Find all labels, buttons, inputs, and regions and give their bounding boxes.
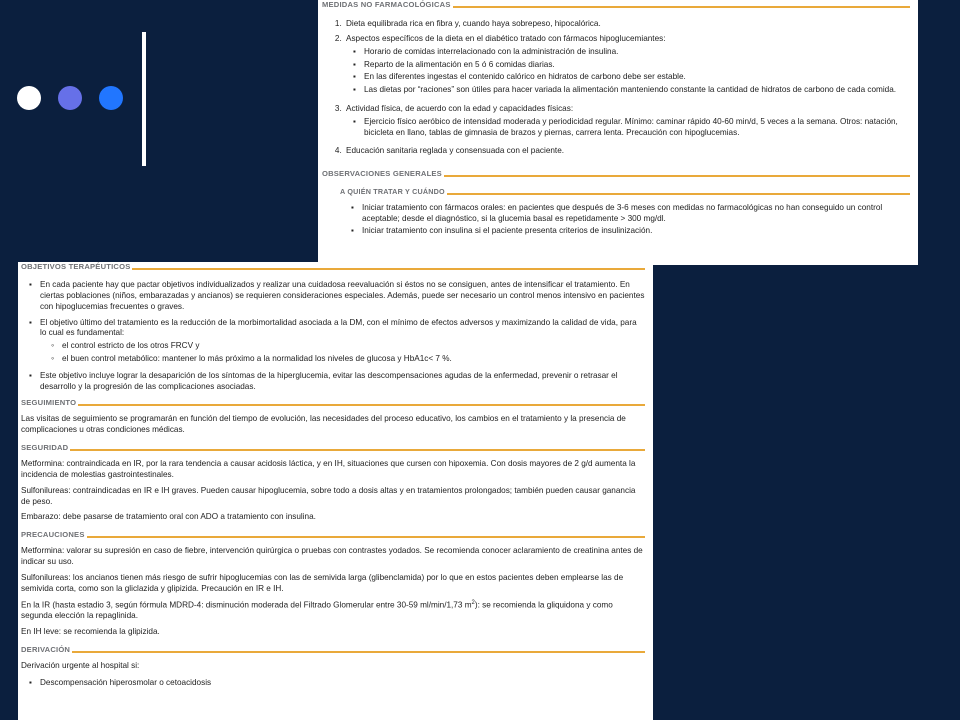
- sub-list-item: ▪ Ejercicio físico aeróbico de intensidad moderada y periodicidad regular. Mínimo: caminar rápido 40-60 min/d, 5 veces a la semana. Otros: natación, bicicleta en llano, tablas de gimnasia de brazos y piernas, carrera lenta. Precaución con hipoglucemias.: [364, 117, 910, 139]
- observations-list: [322, 203, 910, 237]
- dot-white: [17, 86, 41, 110]
- section-rule: [444, 175, 910, 177]
- section-heading: [322, 169, 910, 179]
- section-heading: [21, 262, 645, 272]
- measures-list: [322, 19, 910, 157]
- section-heading: [21, 645, 645, 655]
- section-title: PRECAUCIONES: [21, 530, 85, 540]
- sub-list-item: ▪ En las diferentes ingestas el contenido calórico en hidratos de carbono debe ser estable.: [364, 72, 910, 83]
- dot-lavender: [58, 86, 82, 110]
- list-item: 2. Aspectos específicos de la dieta en el diabético tratado con fármacos hipoglucemiantes: ▪ Horario de comidas interrelacionado con la administración de insulina. ▪ Reparto de la alimentación en 5 ó 6 comidas diarias. ▪ En las diferentes ingestas el contenido calórico en hidratos de carbono debe ser estable. ▪ Las dietas por “raciones” son útiles para hacer variada la alimentación manteniendo constante la cantidad de hidratos de carbono de cada comida.: [344, 34, 910, 96]
- list-item: ▪ Iniciar tratamiento con insulina si el paciente presenta criterios de insulinización.: [362, 226, 910, 237]
- section-heading: [21, 398, 645, 408]
- section-rule: [72, 651, 645, 653]
- paragraph: Las visitas de seguimiento se programarán en función del tiempo de evolución, las necesidades del proceso educativo, los cambios en el tratamiento y la presencia de complicaciones u otras condiciones médicas.: [21, 414, 626, 435]
- section-title: DERIVACIÓN: [21, 644, 71, 654]
- section-title: SEGUIMIENTO: [21, 398, 77, 408]
- sub-list-item: ▪ Las dietas por “raciones” son útiles para hacer variada la alimentación manteniendo constante la cantidad de hidratos de carbono de cada comida.: [364, 85, 910, 96]
- list-item: ▪ El objetivo último del tratamiento es la reducción de la morbimortalidad asociada a la DM, con el mínimo de efectos adversos y maximizando la calidad de vida, para lo cual es fundamental: ◦ el control estricto de los otros FRCV y ◦ el buen control metabólico: mantener lo más próximo a la normalidad los niveles de glucosa y HbA1c< 7 %.: [40, 318, 645, 365]
- section-rule: [132, 268, 645, 270]
- section-title: SEGURIDAD: [21, 443, 69, 453]
- section-title: OBSERVACIONES GENERALES: [322, 169, 442, 179]
- list-item: ▪ En cada paciente hay que pactar objetivos individualizados y realizar una cuidadosa reevaluación si éstos no se consiguen, antes de intensificar el tratamiento. En ciertas poblaciones (niños, embarazadas y ancianos) se requieren consideraciones especiales. Además, puede ser necesario un control menos intensivo en pacientes con hipoglucemias frecuentes o graves.: [40, 280, 645, 312]
- list-item: 1. Dieta equilibrada rica en fibra y, cuando haya sobrepeso, hipocalórica.: [344, 19, 910, 30]
- referral-list: [21, 678, 645, 689]
- sub-list-item: ▪ Horario de comidas interrelacionado con la administración de insulina.: [364, 47, 910, 58]
- section-rule: [70, 449, 645, 451]
- vertical-divider: [142, 32, 146, 166]
- section-rule: [453, 6, 910, 8]
- paragraph: Metformina: contraindicada en IR, por la rara tendencia a causar acidosis láctica, y en IH, situaciones que cursen con hipoxemia. Con dosis mayores de 2 g/d aumenta la incidencia de molestias gastrointestinales.: [21, 459, 636, 479]
- paragraph: Derivación urgente al hospital si:: [21, 660, 140, 670]
- subsection-title: A QUIÉN TRATAR Y CUÁNDO: [340, 187, 445, 197]
- paragraph: Embarazo: debe pasarse de tratamiento oral con ADO a tratamiento con insulina.: [21, 512, 316, 522]
- paragraph: En la IR (hasta estadio 3, según fórmula MDRD-4: disminución moderada del Filtrado Glomerular entre 30-59 ml/min/1,73 $m^2$): se recomienda la gliquidona y como segunda elección la repaglinida.: [21, 599, 613, 621]
- guideline-panel-bottom: [18, 262, 653, 720]
- list-item: ▪ Iniciar tratamiento con fármacos orales: en pacientes que después de 3-6 meses con medidas no farmacológicas no han conseguido un control aceptable; desde el diagnóstico, si la glucemia basal es repetidamente > 300 mg/dl.: [362, 203, 910, 225]
- dot-blue: [99, 86, 123, 110]
- sub-list-item: ▪ Reparto de la alimentación en 5 ó 6 comidas diarias.: [364, 60, 910, 71]
- objectives-list: [21, 280, 645, 392]
- section-rule: [87, 536, 645, 538]
- list-item: 3. Actividad física, de acuerdo con la edad y capacidades físicas: ▪ Ejercicio físico aeróbico de intensidad moderada y periodicidad regular. Mínimo: caminar rápido 40-60 min/d, 5 veces a la semana. Otros: natación, bicicleta en llano, tablas de gimnasia de brazos y piernas, carrera lenta. Precaución con hipoglucemias.: [344, 104, 910, 138]
- section-heading: [322, 0, 910, 10]
- section-heading: [21, 443, 645, 453]
- section-title: OBJETIVOS TERAPÉUTICOS: [21, 262, 131, 271]
- section-heading: [21, 530, 645, 540]
- section-rule: [447, 193, 910, 195]
- paragraph: En IH leve: se recomienda la glipizida.: [21, 627, 160, 637]
- section-rule: [78, 404, 645, 406]
- list-item: ▪ Este objetivo incluye lograr la desaparición de los síntomas de la hiperglucemia, evitar las descompensaciones agudas de la enfermedad, prevenir o retrasar el desarrollo y la progresión de las complicaciones asociadas.: [40, 371, 645, 393]
- section-title: MEDIDAS NO FARMACOLÓGICAS: [322, 0, 451, 9]
- list-item: 4. Educación sanitaria reglada y consensuada con el paciente.: [344, 146, 910, 157]
- paragraph: Sulfonilureas: los ancianos tienen más riesgo de sufrir hipoglucemias con las de semivida larga (glibenclamida) por lo que en estos pacientes deben emplearse las de semivida corta, como son la gliclazida y glipizida. Precaución en IR e IH.: [21, 572, 624, 593]
- paragraph: Metformina: valorar su supresión en caso de fiebre, intervención quirúrgica o pruebas con contrastes yodados. Se recomienda conocer aclaramiento de creatinina antes de indicar su uso.: [21, 546, 643, 567]
- paragraph: Sulfonilureas: contraindicadas en IR e IH graves. Pueden causar hipoglucemia, sobre todo a dosis altas y en tratamientos prolongados; también pueden causar ganancia de peso.: [21, 485, 636, 506]
- sub-list-item: ◦ el control estricto de los otros FRCV y: [62, 341, 645, 352]
- list-item: ▪ Descompensación hiperosmolar o cetoacidosis: [40, 678, 645, 689]
- guideline-panel-top: [318, 0, 918, 265]
- sub-list-item: ◦ el buen control metabólico: mantener lo más próximo a la normalidad los niveles de glucosa y HbA1c< 7 %.: [62, 354, 645, 365]
- subsection-heading: [340, 187, 910, 197]
